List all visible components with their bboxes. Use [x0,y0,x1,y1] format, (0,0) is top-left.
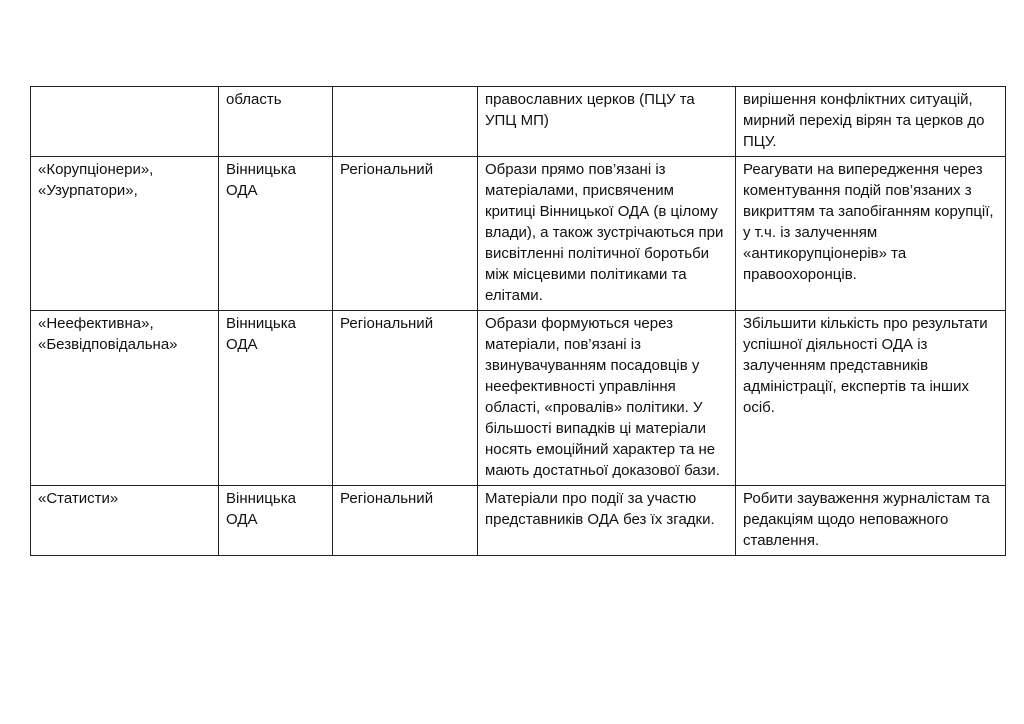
table-row [31,486,1006,556]
cell-description: Образи формуються через матеріали, пов’язані із звинувачуванням посадовців у неефективності управління області, «провалів» політики. У більшості випадків ці матеріали носять емоційний характер та не мають достатньої доказової бази. [478,311,736,486]
cell-level: Регіональний [333,486,478,556]
image-analysis-table [30,86,1006,556]
cell-description: православних церков (ПЦУ та УПЦ МП) [478,87,736,157]
table-row [31,311,1006,486]
cell-level: Регіональний [333,311,478,486]
cell-image: «Корупціонери», «Узурпатори», [31,157,219,311]
cell-recommendation: Збільшити кількість про результати успішної діяльності ОДА із залученням представників адміністрації, експертів та інших осіб. [736,311,1006,486]
cell-image: «Статисти» [31,486,219,556]
cell-recommendation: Робити зауваження журналістам та редакціям щодо неповажного ставлення. [736,486,1006,556]
cell-recommendation: вирішення конфліктних ситуацій, мирний перехід вірян та церков до ПЦУ. [736,87,1006,157]
cell-level [333,87,478,157]
table-row [31,157,1006,311]
cell-level: Регіональний [333,157,478,311]
cell-source: Вінницька ОДА [219,486,333,556]
table-row [31,87,1006,157]
cell-source: область [219,87,333,157]
cell-recommendation: Реагувати на випередження через коментування подій пов’язаних з викриттям та запобіганням корупції, у т.ч. із залученням «антикорупціонерів» та правоохоронців. [736,157,1006,311]
cell-description: Образи прямо пов’язані із матеріалами, присвяченим критиці Вінницької ОДА (в цілому влади), а також зустрічаються при висвітленні політичної боротьби між місцевими політиками та елітами. [478,157,736,311]
cell-source: Вінницька ОДА [219,311,333,486]
cell-source: Вінницька ОДА [219,157,333,311]
cell-description: Матеріали про події за участю представників ОДА без їх згадки. [478,486,736,556]
cell-image [31,87,219,157]
cell-image: «Неефективна», «Безвідповідальна» [31,311,219,486]
